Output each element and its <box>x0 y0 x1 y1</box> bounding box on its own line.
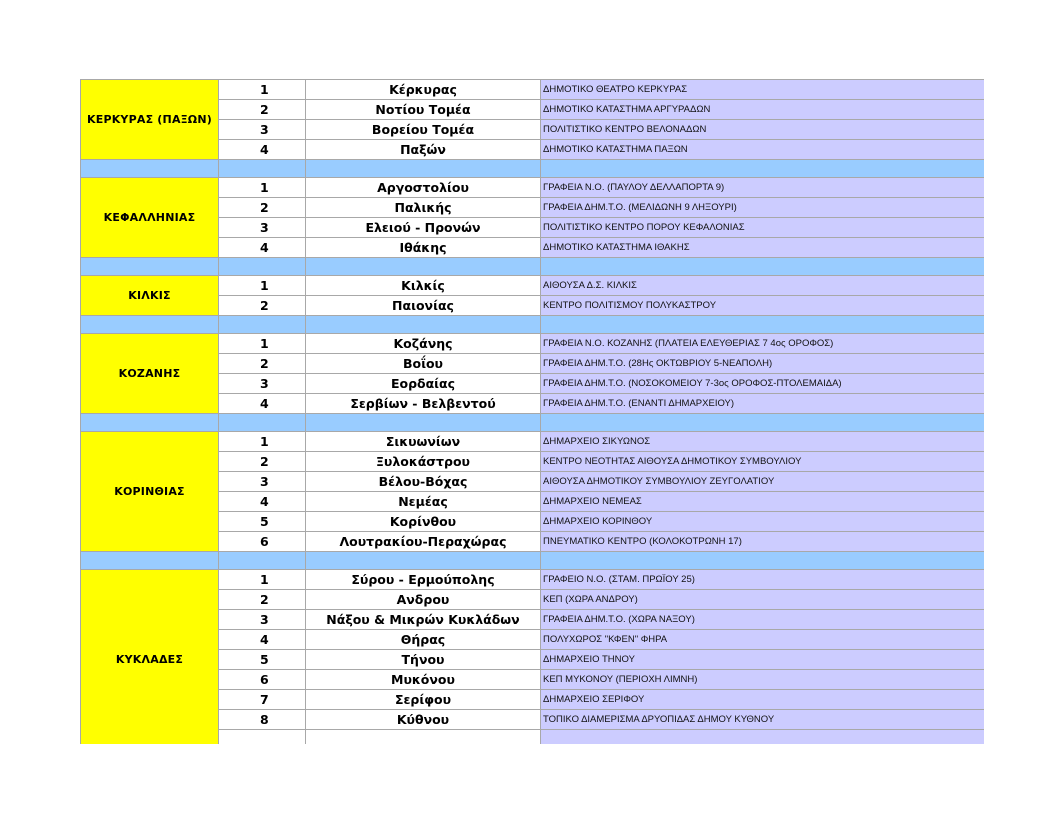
municipality-cell: Σερβίων - Βελβεντού <box>306 394 541 414</box>
municipality-cell: Ιθάκης <box>306 238 541 258</box>
table-row <box>81 570 985 590</box>
separator-cell <box>306 258 541 276</box>
row-number-cell: 6 <box>219 670 306 690</box>
municipality-cell: Λουτρακίου-Περαχώρας <box>306 532 541 552</box>
region-cell: ΚΕΦΑΛΛΗΝΙΑΣ <box>81 178 219 258</box>
separator-cell <box>541 316 985 334</box>
table-row <box>81 80 985 100</box>
municipality-cell: Κιλκίς <box>306 276 541 296</box>
municipality-cell: Νοτίου Τομέα <box>306 100 541 120</box>
municipality-cell: Κορίνθου <box>306 512 541 532</box>
region-cell: ΚΥΚΛΑΔΕΣ <box>81 570 219 745</box>
municipality-cell: Βοΐου <box>306 354 541 374</box>
table-row <box>81 432 985 452</box>
separator-cell <box>81 160 219 178</box>
venue-cell <box>541 730 985 745</box>
venue-cell: ΔΗΜΑΡΧΕΙΟ ΣΕΡΙΦΟΥ <box>541 690 985 710</box>
row-number-cell: 4 <box>219 492 306 512</box>
venue-cell: ΚΕΝΤΡΟ ΠΟΛΙΤΙΣΜΟΥ ΠΟΛΥΚΑΣΤΡΟΥ <box>541 296 985 316</box>
venue-cell: ΓΡΑΦΕΙΑ ΔΗΜ.Τ.Ο. (ΝΟΣΟΚΟΜΕΙΟΥ 7-3ος ΟΡΟΦΟΣ-ΠΤΟΛΕΜΑΙΔΑ) <box>541 374 985 394</box>
row-number-cell: 4 <box>219 394 306 414</box>
group-separator-row <box>81 258 985 276</box>
group-separator-row <box>81 414 985 432</box>
separator-cell <box>541 258 985 276</box>
municipality-cell: Αργοστολίου <box>306 178 541 198</box>
row-number-cell: 3 <box>219 472 306 492</box>
row-number-cell: 1 <box>219 432 306 452</box>
venue-cell: ΓΡΑΦΕΙΑ Ν.Ο. ΚΟΖΑΝΗΣ (ΠΛΑΤΕΙΑ ΕΛΕΥΘΕΡΙΑΣ 7 4ος ΟΡΟΦΟΣ) <box>541 334 985 354</box>
venue-cell: ΚΕΠ ΜΥΚΟΝΟΥ (ΠΕΡΙΟΧΗ ΛΙΜΝΗ) <box>541 670 985 690</box>
separator-cell <box>306 160 541 178</box>
row-number-cell: 1 <box>219 80 306 100</box>
separator-cell <box>219 316 306 334</box>
row-number-cell: 6 <box>219 532 306 552</box>
venue-cell: ΓΡΑΦΕΙΑ ΔΗΜ.Τ.Ο. (ΕΝΑΝΤΙ ΔΗΜΑΡΧΕΙΟΥ) <box>541 394 985 414</box>
municipality-cell: Σερίφου <box>306 690 541 710</box>
venue-cell: ΓΡΑΦΕΙΑ ΔΗΜ.Τ.Ο. (ΧΩΡΑ ΝΑΞΟΥ) <box>541 610 985 630</box>
municipality-cell: Μυκόνου <box>306 670 541 690</box>
venue-cell: ΔΗΜΟΤΙΚΟ ΚΑΤΑΣΤΗΜΑ ΠΑΞΩΝ <box>541 140 985 160</box>
venue-table <box>80 79 984 744</box>
venue-cell: ΔΗΜΟΤΙΚΟ ΚΑΤΑΣΤΗΜΑ ΙΘΑΚΗΣ <box>541 238 985 258</box>
row-number-cell: 1 <box>219 570 306 590</box>
separator-cell <box>306 316 541 334</box>
venue-cell: ΔΗΜΑΡΧΕΙΟ ΝΕΜΕΑΣ <box>541 492 985 512</box>
separator-cell <box>81 414 219 432</box>
group-separator-row <box>81 552 985 570</box>
venue-cell: ΓΡΑΦΕΙΑ ΔΗΜ.Τ.Ο. (ΜΕΛΙΔΩΝΗ 9 ΛΗΞΟΥΡΙ) <box>541 198 985 218</box>
venue-cell: ΔΗΜΑΡΧΕΙΟ ΣΙΚΥΩΝΟΣ <box>541 432 985 452</box>
venue-cell: ΔΗΜΟΤΙΚΟ ΘΕΑΤΡΟ ΚΕΡΚΥΡΑΣ <box>541 80 985 100</box>
municipality-cell: Παλικής <box>306 198 541 218</box>
row-number-cell: 3 <box>219 218 306 238</box>
separator-cell <box>81 258 219 276</box>
separator-cell <box>541 160 985 178</box>
municipality-cell: Βέλου-Βόχας <box>306 472 541 492</box>
venue-cell: ΠΟΛΥΧΩΡΟΣ "ΚΦΕΝ" ΦΗΡΑ <box>541 630 985 650</box>
table-row <box>81 334 985 354</box>
row-number-cell <box>219 730 306 745</box>
municipality-cell: Ξυλοκάστρου <box>306 452 541 472</box>
row-number-cell: 3 <box>219 610 306 630</box>
venue-cell: ΓΡΑΦΕΙΑ Ν.Ο. (ΠΑΥΛΟΥ ΔΕΛΛΑΠΟΡΤΑ 9) <box>541 178 985 198</box>
venue-cell: ΔΗΜΑΡΧΕΙΟ ΚΟΡΙΝΘΟΥ <box>541 512 985 532</box>
row-number-cell: 2 <box>219 590 306 610</box>
municipality-cell: Κέρκυρας <box>306 80 541 100</box>
municipality-cell: Παξών <box>306 140 541 160</box>
venue-cell: ΠΝΕΥΜΑΤΙΚΟ ΚΕΝΤΡΟ (ΚΟΛΟΚΟΤΡΩΝΗ 17) <box>541 532 985 552</box>
spreadsheet-page <box>80 79 984 744</box>
row-number-cell: 3 <box>219 374 306 394</box>
separator-cell <box>219 160 306 178</box>
venue-cell: ΤΟΠΙΚΟ ΔΙΑΜΕΡΙΣΜΑ ΔΡΥΟΠΙΔΑΣ ΔΗΜΟΥ ΚΥΘΝΟΥ <box>541 710 985 730</box>
separator-cell <box>81 552 219 570</box>
separator-cell <box>306 552 541 570</box>
row-number-cell: 5 <box>219 512 306 532</box>
group-separator-row <box>81 160 985 178</box>
municipality-cell <box>306 730 541 745</box>
row-number-cell: 2 <box>219 452 306 472</box>
separator-cell <box>541 552 985 570</box>
venue-cell: ΠΟΛΙΤΙΣΤΙΚΟ ΚΕΝΤΡΟ ΒΕΛΟΝΑΔΩΝ <box>541 120 985 140</box>
municipality-cell: Σικυωνίων <box>306 432 541 452</box>
municipality-cell: Τήνου <box>306 650 541 670</box>
separator-cell <box>541 414 985 432</box>
row-number-cell: 2 <box>219 100 306 120</box>
venue-cell: ΠΟΛΙΤΙΣΤΙΚΟ ΚΕΝΤΡΟ ΠΟΡΟΥ ΚΕΦΑΛΟΝΙΑΣ <box>541 218 985 238</box>
venue-cell: ΑΙΘΟΥΣΑ Δ.Σ. ΚΙΛΚΙΣ <box>541 276 985 296</box>
row-number-cell: 5 <box>219 650 306 670</box>
table-row <box>81 276 985 296</box>
venue-cell: ΑΙΘΟΥΣΑ ΔΗΜΟΤΙΚΟΥ ΣΥΜΒΟΥΛΙΟΥ ΖΕΥΓΟΛΑΤΙΟΥ <box>541 472 985 492</box>
region-cell: ΚΕΡΚΥΡΑΣ (ΠΑΞΩΝ) <box>81 80 219 160</box>
municipality-cell: Ελειού - Προνών <box>306 218 541 238</box>
venue-cell: ΔΗΜΑΡΧΕΙΟ ΤΗΝΟΥ <box>541 650 985 670</box>
separator-cell <box>81 316 219 334</box>
municipality-cell: Νάξου & Μικρών Κυκλάδων <box>306 610 541 630</box>
row-number-cell: 4 <box>219 140 306 160</box>
venue-cell: ΚΕΝΤΡΟ ΝΕΟΤΗΤΑΣ ΑΙΘΟΥΣΑ ΔΗΜΟΤΙΚΟΥ ΣΥΜΒΟΥΛΙΟΥ <box>541 452 985 472</box>
region-cell: ΚΙΛΚΙΣ <box>81 276 219 316</box>
row-number-cell: 4 <box>219 238 306 258</box>
municipality-cell: Εορδαίας <box>306 374 541 394</box>
municipality-cell: Σύρου - Ερμούπολης <box>306 570 541 590</box>
row-number-cell: 2 <box>219 296 306 316</box>
municipality-cell: Ανδρου <box>306 590 541 610</box>
separator-cell <box>219 552 306 570</box>
venue-cell: ΓΡΑΦΕΙΑ ΔΗΜ.Τ.Ο. (28Ης ΟΚΤΩΒΡΙΟΥ 5-ΝΕΑΠΟΛΗ) <box>541 354 985 374</box>
row-number-cell: 8 <box>219 710 306 730</box>
venue-cell: ΚΕΠ (ΧΩΡΑ ΑΝΔΡΟΥ) <box>541 590 985 610</box>
separator-cell <box>306 414 541 432</box>
municipality-cell: Κοζάνης <box>306 334 541 354</box>
row-number-cell: 1 <box>219 178 306 198</box>
separator-cell <box>219 258 306 276</box>
row-number-cell: 2 <box>219 198 306 218</box>
separator-cell <box>219 414 306 432</box>
row-number-cell: 4 <box>219 630 306 650</box>
region-cell: ΚΟΖΑΝΗΣ <box>81 334 219 414</box>
municipality-cell: Θήρας <box>306 630 541 650</box>
municipality-cell: Βορείου Τομέα <box>306 120 541 140</box>
row-number-cell: 2 <box>219 354 306 374</box>
table-row <box>81 178 985 198</box>
venue-cell: ΓΡΑΦΕΙΟ Ν.Ο. (ΣΤΑΜ. ΠΡΩΪΟΥ 25) <box>541 570 985 590</box>
municipality-cell: Κύθνου <box>306 710 541 730</box>
municipality-cell: Νεμέας <box>306 492 541 512</box>
venue-cell: ΔΗΜΟΤΙΚΟ ΚΑΤΑΣΤΗΜΑ ΑΡΓΥΡΑΔΩΝ <box>541 100 985 120</box>
row-number-cell: 7 <box>219 690 306 710</box>
region-cell: ΚΟΡΙΝΘΙΑΣ <box>81 432 219 552</box>
group-separator-row <box>81 316 985 334</box>
municipality-cell: Παιονίας <box>306 296 541 316</box>
row-number-cell: 1 <box>219 334 306 354</box>
row-number-cell: 1 <box>219 276 306 296</box>
row-number-cell: 3 <box>219 120 306 140</box>
